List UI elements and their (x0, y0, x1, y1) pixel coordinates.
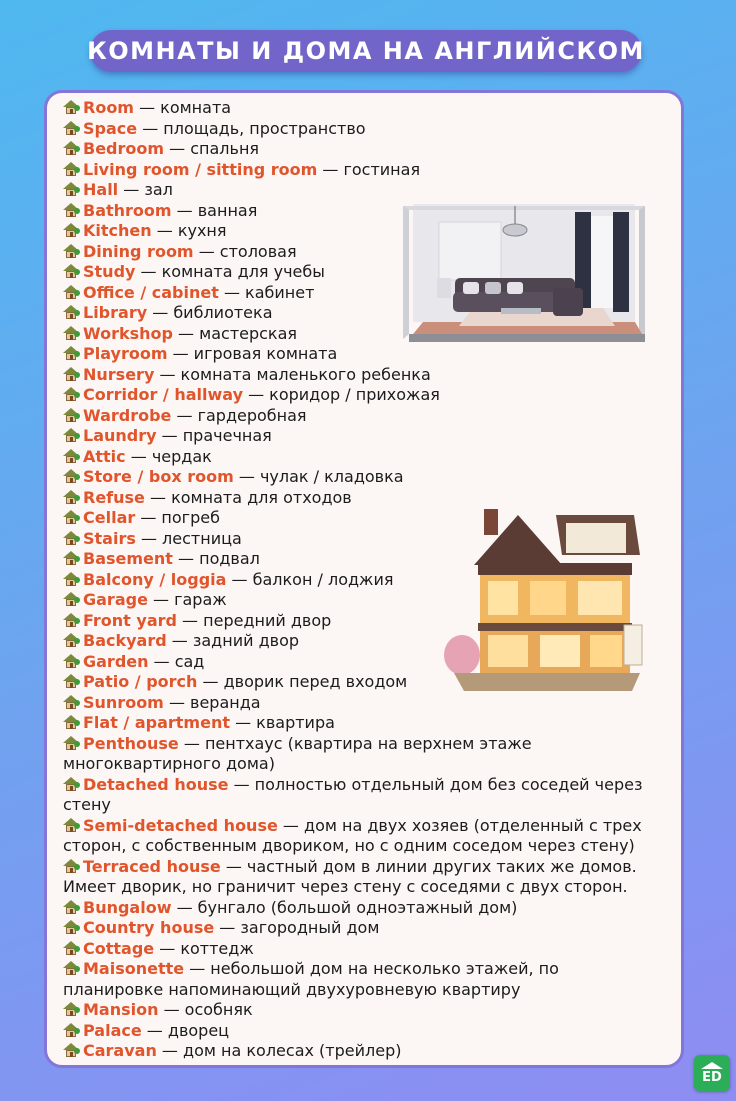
house-icon (63, 551, 80, 565)
vocab-term: Cottage (83, 938, 155, 958)
vocab-term: Nursery (83, 364, 155, 384)
house-icon (63, 100, 80, 114)
vocab-item (63, 139, 663, 160)
vocab-term: Garage (83, 590, 148, 609)
house-icon (63, 387, 80, 401)
vocab-term: Bedroom (83, 139, 165, 158)
vocab-term: Room (83, 98, 134, 117)
vocab-term: Store / box room (83, 467, 234, 486)
vocab-term: Detached house (83, 774, 229, 794)
vocab-item (63, 713, 663, 734)
vocab-translation: — полностью отдельный дом без соседей через стену (63, 774, 643, 814)
vocab-item (63, 857, 663, 898)
vocab-translation: — небольшой дом на несколько этажей, по планировке напоминающий двухуровневую квартиру (63, 959, 559, 999)
vocab-item (63, 344, 663, 365)
vocab-term: Office / cabinet (83, 282, 219, 302)
vocab-translation: — комната (133, 98, 232, 117)
dollhouse-illustration (444, 505, 644, 695)
vocab-term: Caravan (83, 1041, 157, 1060)
vocab-translation: — комната для отходов (144, 487, 352, 507)
vocab-term: Stairs (83, 528, 136, 548)
vocab-term: Bathroom (83, 200, 172, 220)
house-icon (63, 490, 80, 504)
vocab-translation: — веранда (163, 692, 261, 712)
vocab-translation: — площадь, пространство (137, 118, 366, 138)
vocab-translation: — игровая комната (167, 344, 338, 363)
house-icon (63, 572, 80, 586)
vocab-item (63, 959, 663, 1000)
vocab-item (63, 898, 663, 919)
vocab-term: Space (83, 118, 138, 138)
vocab-item (63, 406, 663, 427)
house-icon (63, 449, 80, 463)
vocab-translation: — комната для учебы (135, 262, 325, 281)
house-icon (63, 859, 80, 873)
vocab-item (63, 918, 663, 939)
vocab-term: Attic (83, 446, 126, 466)
vocab-term: Refuse (83, 487, 145, 507)
vocab-translation: — прачечная (156, 426, 272, 445)
vocab-term: Hall (83, 180, 119, 199)
house-icon (63, 244, 80, 258)
house-icon (63, 654, 80, 668)
house-icon (63, 182, 80, 196)
house-icon (63, 941, 80, 955)
house-icon (63, 715, 80, 729)
vocab-translation: — дом на колесах (трейлер) (156, 1041, 402, 1060)
logo-text: ED (702, 1069, 722, 1085)
vocab-translation: — кухня (151, 221, 227, 240)
vocab-translation: — спальня (164, 139, 260, 158)
house-icon (63, 633, 80, 647)
vocab-term: Study (83, 262, 136, 281)
vocab-translation: — ванная (171, 200, 258, 220)
house-icon (63, 1023, 80, 1037)
vocab-term: Workshop (83, 323, 173, 343)
house-icon (63, 367, 80, 381)
vocab-term: Flat / apartment (83, 713, 230, 732)
vocab-translation: — квартира (230, 713, 335, 732)
vocab-item (63, 693, 663, 714)
vocab-term: Backyard (83, 631, 167, 650)
vocab-translation: — дворик перед входом (197, 672, 408, 691)
vocab-translation: — передний двор (176, 610, 332, 630)
vocab-item (63, 119, 663, 140)
vocab-term: Palace (83, 1020, 142, 1040)
vocab-term: Terraced house (83, 856, 221, 876)
vocab-term: Semi-detached house (83, 815, 278, 835)
vocab-translation: — чердак (125, 446, 212, 466)
vocab-item (63, 734, 663, 775)
vocab-item (63, 1021, 663, 1042)
house-icon (63, 223, 80, 237)
house-icon (63, 695, 80, 709)
vocab-translation: — погреб (135, 508, 220, 527)
vocab-translation: — дворец (141, 1020, 230, 1040)
vocab-translation: — дом на двух хозяев (отделенный с трех сторон, с собственным двориком, но с одним соседом через стену) (63, 815, 642, 855)
vocab-translation: — комната маленького ребенка (154, 364, 431, 384)
vocab-term: Cellar (83, 508, 136, 527)
house-icon (63, 900, 80, 914)
vocab-term: Balcony / loggia (83, 569, 227, 589)
vocab-term: Laundry (83, 426, 157, 445)
vocab-translation: — мастерская (172, 323, 298, 343)
edu-logo (694, 1055, 730, 1091)
page-title: КОМНАТЫ И ДОМА НА АНГЛИЙСКОМ (90, 30, 642, 72)
house-icon (63, 285, 80, 299)
vocab-term: Wardrobe (83, 405, 172, 425)
house-icon (63, 305, 80, 319)
house-icon (63, 777, 80, 791)
house-icon (63, 141, 80, 155)
vocab-item (63, 160, 663, 181)
vocab-term: Patio / porch (83, 672, 198, 691)
vocab-item (63, 365, 663, 386)
vocab-translation: — балкон / лоджия (226, 569, 394, 589)
vocab-item (63, 775, 663, 816)
vocab-translation: — столовая (193, 241, 297, 261)
house-icon (63, 1043, 80, 1057)
house-icon (63, 428, 80, 442)
vocab-item (63, 467, 663, 488)
vocab-translation: — коридор / прихожая (243, 385, 440, 404)
house-icon (63, 613, 80, 627)
vocab-item (63, 426, 663, 447)
vocab-term: Country house (83, 918, 215, 937)
vocab-item (63, 447, 663, 468)
vocab-term: Mansion (83, 1000, 159, 1019)
vocab-term: Basement (83, 549, 173, 568)
house-icon (63, 592, 80, 606)
house-icon (63, 1002, 80, 1016)
vocab-translation: — сад (148, 651, 205, 671)
vocab-term: Penthouse (83, 733, 179, 753)
vocab-translation: — лестница (135, 528, 242, 548)
vocab-translation: — подвал (172, 549, 260, 568)
logo-roof-icon (701, 1062, 723, 1069)
vocab-item (63, 98, 663, 119)
vocab-translation: — пентхаус (квартира на верхнем этаже многоквартирного дома) (63, 733, 532, 773)
vocab-item (63, 1041, 663, 1062)
vocab-term: Living room / sitting room (83, 159, 318, 179)
vocab-translation: — гостиная (317, 159, 421, 179)
vocab-translation: — загородный дом (214, 918, 380, 937)
vocab-term: Sunroom (83, 692, 164, 712)
vocab-term: Maisonette (83, 959, 185, 978)
vocab-term: Bungalow (83, 897, 172, 917)
vocab-item (63, 1000, 663, 1021)
house-icon (63, 326, 80, 340)
house-icon (63, 264, 80, 278)
vocab-translation: — библиотека (147, 303, 273, 322)
house-icon (63, 736, 80, 750)
vocab-item (63, 939, 663, 960)
house-icon (63, 674, 80, 688)
living-room-illustration (403, 184, 645, 344)
house-icon (63, 162, 80, 176)
vocab-translation: — коттедж (154, 938, 254, 958)
vocab-term: Kitchen (83, 221, 152, 240)
vocab-translation: — гардеробная (171, 405, 307, 425)
vocab-translation: — частный дом в линии других таких же домов. Имеет дворик, но граничит через стену с соседями с двух сторон. (63, 856, 637, 896)
house-icon (63, 121, 80, 135)
vocab-translation: — бунгало (большой одноэтажный дом) (171, 897, 518, 917)
vocab-translation: — гараж (147, 590, 227, 609)
vocab-translation: — зал (118, 180, 173, 199)
vocab-term: Dining room (83, 241, 194, 261)
house-icon (63, 531, 80, 545)
house-icon (63, 818, 80, 832)
house-icon (63, 408, 80, 422)
vocab-term: Corridor / hallway (83, 385, 243, 404)
vocab-item (63, 385, 663, 406)
house-icon (63, 346, 80, 360)
house-icon (63, 510, 80, 524)
vocab-translation: — кабинет (218, 282, 315, 302)
vocab-term: Garden (83, 651, 149, 671)
vocab-translation: — особняк (158, 1000, 253, 1019)
house-icon (63, 920, 80, 934)
vocab-translation: — задний двор (166, 631, 300, 650)
house-icon (63, 961, 80, 975)
vocab-term: Playroom (83, 344, 168, 363)
vocab-item (63, 816, 663, 857)
vocab-term: Library (83, 303, 148, 322)
house-icon (63, 469, 80, 483)
vocab-term: Front yard (83, 610, 177, 630)
vocab-translation: — чулак / кладовка (233, 467, 404, 486)
house-icon (63, 203, 80, 217)
